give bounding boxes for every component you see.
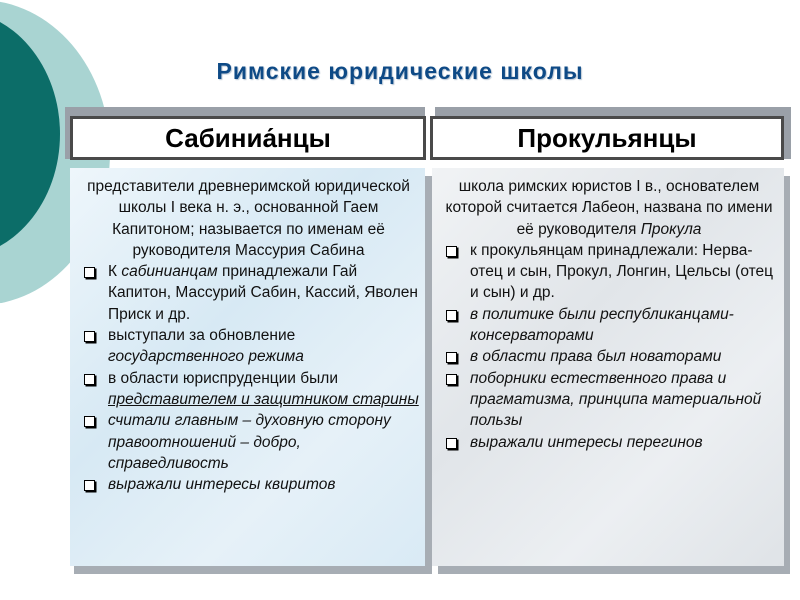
sabinians-list	[78, 261, 419, 495]
list-item: выступали за обновление государственного режима	[78, 325, 419, 368]
sabinians-column	[70, 168, 425, 566]
proculians-header: Прокульянцы	[430, 116, 784, 160]
sabinians-intro: представители древнеримской юридической школы I века н. э., основанной Гаем Капитоном; называется по именам её руководителя Массурия Сабина	[87, 178, 410, 259]
square-bullet-icon	[446, 310, 457, 321]
square-bullet-icon	[446, 374, 457, 385]
square-bullet-icon	[84, 331, 95, 342]
square-bullet-icon	[84, 480, 95, 491]
list-item: к прокульянцам принадлежали: Нерва-отец и сын, Прокул, Лонгин, Цельсы (отец и сын) и др.	[440, 240, 778, 304]
square-bullet-icon	[84, 267, 95, 278]
slide-title: Римские юридические школы	[216, 58, 584, 84]
square-bullet-icon	[84, 374, 95, 385]
list-item: в политике были республиканцами-консерваторами	[440, 304, 778, 347]
proculians-intro: школа римских юристов I в., основателем которой считается Лабеон, названа по имени её руководителя Прокула	[445, 178, 773, 238]
list-item: выражали интересы квиритов	[78, 474, 419, 495]
list-item: выражали интересы перегинов	[440, 432, 778, 453]
square-bullet-icon	[446, 246, 457, 257]
square-bullet-icon	[446, 438, 457, 449]
square-bullet-icon	[84, 416, 95, 427]
list-item: в области права был новаторами	[440, 346, 778, 367]
square-bullet-icon	[446, 352, 457, 363]
list-item: поборники естественного права и прагматизма, принципа материальной пользы	[440, 368, 778, 432]
sabinians-header: Сабиниа́нцы	[70, 116, 426, 160]
list-item: в области юриспруденции были представителем и защитником старины	[78, 368, 419, 411]
list-item: К сабинианцам принадлежали Гай Капитон, Массурий Сабин, Кассий, Яволен Приск и др.	[78, 261, 419, 325]
proculians-column	[432, 168, 784, 566]
list-item: считали главным – духовную сторону правоотношений – добро, справедливость	[78, 410, 419, 474]
proculians-list	[440, 240, 778, 453]
